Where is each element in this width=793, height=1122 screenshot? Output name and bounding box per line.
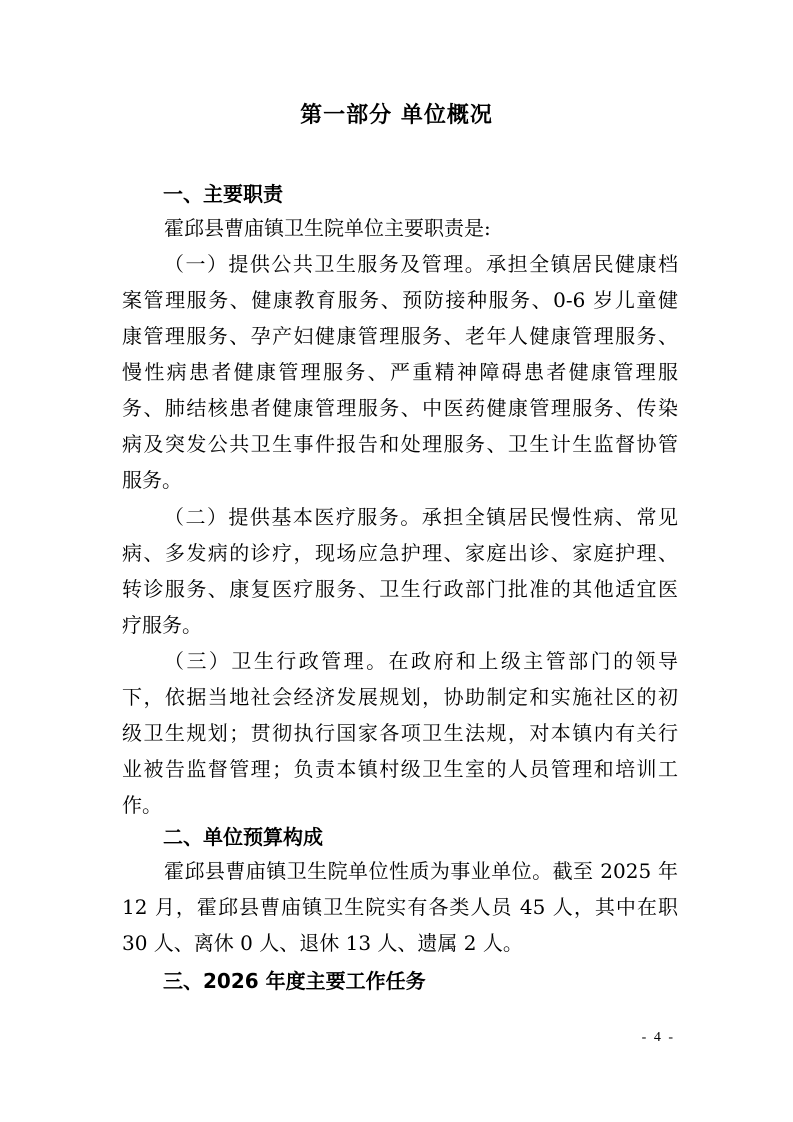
paragraph-line: 康管理服务、孕产妇健康管理服务、老年人健康管理服务、 xyxy=(122,324,678,348)
intro-line: 霍邱县曹庙镇卫生院单位主要职责是: xyxy=(164,216,491,240)
paragraph-line: 30 人、离休 0 人、退休 13 人、遗属 2 人。 xyxy=(122,931,523,955)
duty-item-2-paragraph xyxy=(122,499,678,643)
duty-item-1-paragraph xyxy=(122,246,678,498)
paragraph-line: 服务。 xyxy=(122,468,182,492)
paragraph-line: 下，依据当地社会经济发展规划，协助制定和实施社区的初 xyxy=(122,685,678,709)
paragraph-line: 疗服务。 xyxy=(122,613,202,637)
section-heading-work-tasks: 三、2026 年度主要工作任务 xyxy=(163,969,426,993)
paragraph-line: 病及突发公共卫生事件报告和处理服务、卫生计生监督协管 xyxy=(122,432,678,456)
paragraph-line: 病、多发病的诊疗，现场应急护理、家庭出诊、家庭护理、 xyxy=(122,541,678,565)
intro-paragraph xyxy=(122,210,678,246)
paragraph-line: 转诊服务、康复医疗服务、卫生行政部门批准的其他适宜医 xyxy=(122,577,678,601)
paragraph-line: 务、肺结核患者健康管理服务、中医药健康管理服务、传染 xyxy=(122,396,678,420)
duty-item-3-paragraph xyxy=(122,643,678,823)
section-heading-budget-composition: 二、单位预算构成 xyxy=(163,825,323,849)
page-title: 第一部分 单位概况 xyxy=(300,103,493,128)
paragraph-line: 霍邱县曹庙镇卫生院单位性质为事业单位。截至 2025 年 xyxy=(164,859,678,883)
paragraph-line: 作。 xyxy=(122,793,162,817)
budget-composition-paragraph xyxy=(122,853,678,961)
paragraph-line: 12 月，霍邱县曹庙镇卫生院实有各类人员 45 人，其中在职 xyxy=(122,895,678,919)
paragraph-line: 业被告监督管理；负责本镇村级卫生室的人员管理和培训工 xyxy=(122,757,678,781)
paragraph-line: （一）提供公共卫生服务及管理。承担全镇居民健康档 xyxy=(164,252,678,276)
paragraph-line: （三）卫生行政管理。在政府和上级主管部门的领导 xyxy=(164,649,678,673)
page-number: - 4 - xyxy=(641,1030,675,1045)
paragraph-line: 级卫生规划；贯彻执行国家各项卫生法规，对本镇内有关行 xyxy=(122,721,678,745)
section-heading-main-duties: 一、主要职责 xyxy=(163,182,283,206)
paragraph-line: （二）提供基本医疗服务。承担全镇居民慢性病、常见 xyxy=(164,505,678,529)
paragraph-line: 慢性病患者健康管理服务、严重精神障碍患者健康管理服 xyxy=(122,360,678,384)
paragraph-line: 案管理服务、健康教育服务、预防接种服务、0-6 岁儿童健 xyxy=(122,288,678,312)
